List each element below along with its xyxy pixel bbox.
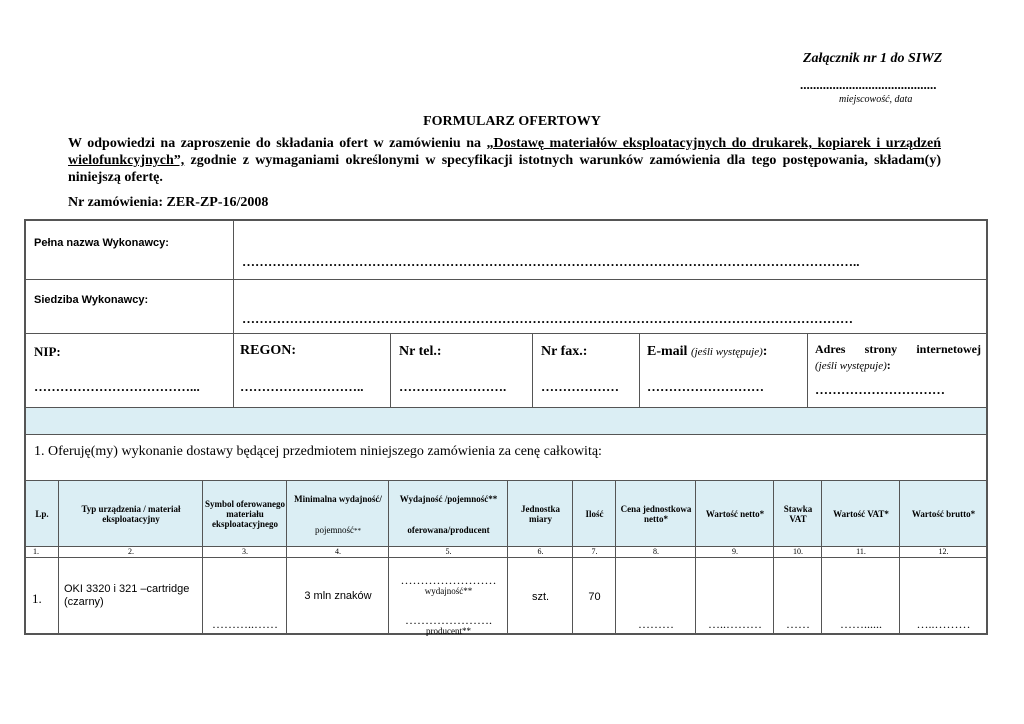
www-field[interactable]: ………………………… [815, 382, 945, 397]
col-header-unit-price: Cena jednostkowa netto* [620, 503, 692, 524]
col-header-symbol: Symbol oferowanego materiału eksploatacyjnego [204, 498, 286, 529]
fax-label: Nr fax.: [541, 344, 588, 359]
col-header-qty: Ilość [585, 508, 604, 519]
row-symbol-field[interactable]: ………..…… [212, 617, 278, 631]
place-date-caption: miejscowość, data [839, 94, 913, 105]
col-number-1: 1. [33, 547, 39, 556]
www-note-group [815, 358, 891, 373]
col-number-11: 11. [856, 547, 866, 556]
intro-subject: „Dostawę materiałów eksploatacyjnych do drukarek, kopiarek i urządzeń wielofunkcyjnych”, [68, 136, 941, 168]
row-vat-field[interactable]: ……...... [840, 617, 882, 631]
col-number-12: 12. [938, 547, 949, 556]
intro-text-2: zgodnie z wymaganiami określonymi w specyfikacji istotnych warunków zamówienia dla tego postępowania, składam(y) niniejszą ofertę. [68, 153, 941, 185]
annex-label: Załącznik nr 1 do SIWZ [803, 51, 943, 66]
col-header-type: Typ urządzenia / materiał eksploatacyjny [81, 503, 181, 524]
col-number-4: 4. [335, 547, 341, 556]
form-title: FORMULARZ OFERTOWY [423, 114, 601, 129]
regon-label: REGON: [240, 343, 296, 358]
row-yield-caption: wydajność** [424, 586, 473, 596]
row-type: OKI 3320 i 321 –cartridge (czarny) [64, 583, 190, 608]
row-unit: szt. [531, 591, 550, 603]
contractor-name-field[interactable]: …………………………………………………………………………………………………………………………….. [242, 254, 860, 269]
yield-sub: oferowana/producent [407, 524, 490, 535]
min-yield-sub-text: pojemność [315, 524, 354, 535]
www-label: Adres strony internetowej [815, 342, 981, 356]
place-date-dots: .......................................... [800, 77, 937, 92]
col-header-yield [390, 483, 507, 545]
row-vat-rate-field[interactable]: …… [786, 617, 810, 631]
row-qty: 70 [588, 591, 601, 603]
fax-field[interactable]: ……………… [541, 379, 619, 394]
nip-field[interactable]: ………………………………... [34, 379, 200, 394]
blue-separator [26, 408, 986, 434]
yield-title: Wydajność /pojemność** [399, 493, 498, 504]
min-yield-title: Minimalna wydajność/ [294, 493, 382, 504]
col-header-net-value: Wartość netto* [705, 508, 765, 519]
row-lp: 1. [32, 591, 42, 606]
col-number-6: 6. [537, 547, 544, 556]
min-yield-sup: ** [354, 526, 361, 535]
col-header-unit: Jednostka miary [520, 503, 560, 524]
intro-paragraph [68, 135, 941, 186]
col-number-9: 9. [732, 547, 738, 556]
email-field[interactable]: ……………………… [647, 379, 764, 394]
phone-label: Nr tel.: [399, 344, 442, 359]
offer-form-frame [24, 219, 988, 635]
intro-text-1: W odpowiedzi na zaproszenie do składania ofert w zamówieniu na [68, 136, 487, 151]
nip-label: NIP: [34, 344, 61, 359]
col-number-10: 10. [793, 547, 803, 556]
email-colon: : [762, 344, 768, 359]
row-price-field[interactable]: ……… [638, 617, 674, 631]
row-yield-field[interactable]: …………………… [400, 573, 497, 587]
www-note: (jeśli występuje) [815, 360, 887, 372]
phone-field[interactable]: ……………………. [399, 379, 507, 394]
email-label: E-mail [647, 344, 688, 359]
col-header-min-yield [290, 483, 386, 545]
col-header-gross-value: Wartość brutto* [911, 508, 976, 519]
col-header-vat-rate: Stawka VAT [783, 503, 813, 524]
col-header-vat-value: Wartość VAT* [833, 508, 889, 519]
row-net-field[interactable]: …..……… [708, 617, 762, 631]
order-number: Nr zamówienia: ZER-ZP-16/2008 [68, 195, 269, 210]
contractor-name-label: Pełna nazwa Wykonawcy: [34, 237, 169, 249]
offer-statement: 1. Oferuję(my) wykonanie dostawy będącej przedmiotem niniejszego zamówienia za cenę całkowitą: [34, 444, 602, 459]
col-number-7: 7. [591, 547, 598, 556]
row-producer-field[interactable]: …………………. [405, 613, 492, 627]
www-colon: : [886, 358, 891, 372]
regon-field[interactable]: ……………………….. [240, 379, 364, 394]
col-number-8: 8. [653, 547, 659, 556]
row-gross-field[interactable]: …..……… [916, 617, 971, 631]
col-number-2: 2. [128, 547, 134, 556]
email-note: (jeśli występuje) [690, 346, 763, 358]
col-number-3: 3. [242, 547, 248, 556]
min-yield-sub [315, 525, 361, 535]
row-min-yield: 3 mln znaków [304, 590, 372, 602]
col-header-lp: Lp. [35, 508, 49, 519]
contractor-seat-field[interactable]: …………………………………………………………………………………………………………………………… [242, 311, 853, 326]
email-label-group [647, 344, 767, 360]
contractor-seat-label: Siedziba Wykonawcy: [34, 294, 149, 306]
row-producer-caption: producent** [426, 626, 471, 636]
col-number-5: 5. [445, 547, 452, 556]
